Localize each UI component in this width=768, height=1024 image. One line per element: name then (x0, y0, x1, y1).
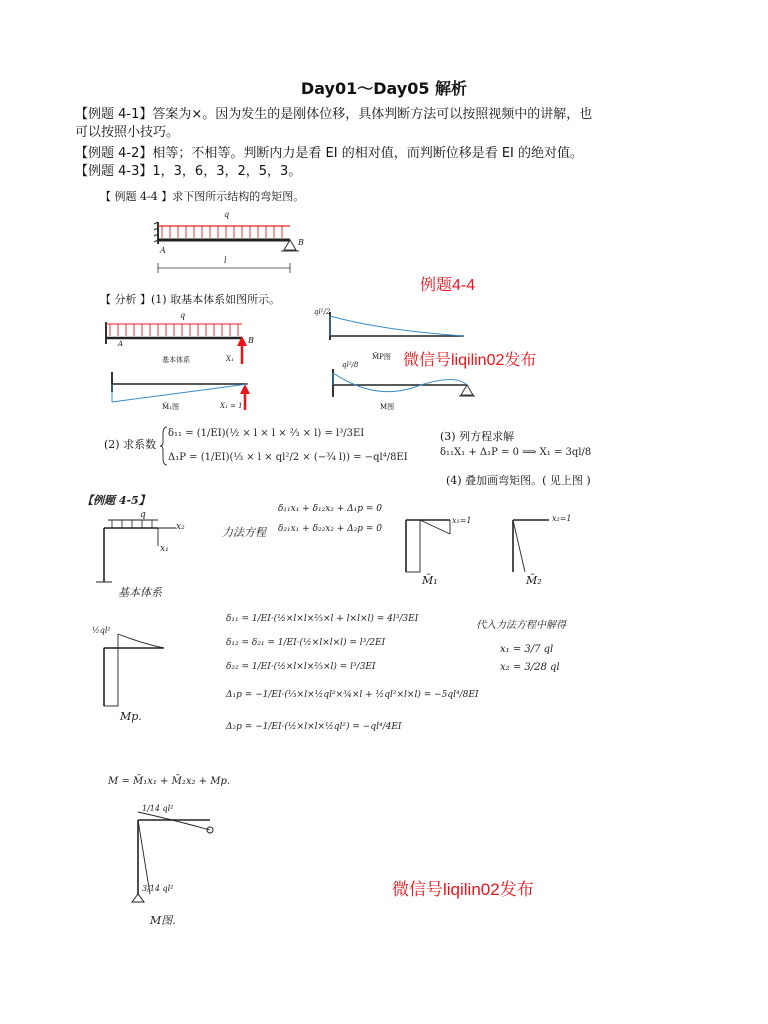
delta1p-equation: Δ₁P = (1/EI)(⅓ × l × ql²/2 × (−¾ l)) = −ql⁴/8EI (168, 452, 408, 463)
load-q-label: q (224, 210, 230, 219)
watermark-wechat-1: 微信号liqilin02发布 (403, 352, 537, 369)
final-m-bottom-value: 3/14 ql² (142, 884, 174, 893)
m2-bar-caption: M̄₂ (526, 574, 542, 587)
m1-x1eq1-label: X₁ = 1 (220, 402, 243, 410)
support-a-label: A (160, 246, 166, 255)
solution-x2: x₂ = 3/28 ql (500, 662, 560, 673)
answer-4-1-cont: 可以按照小技巧。 (75, 125, 180, 140)
example-4-5-heading: 【例题 4-5】 (82, 494, 150, 507)
m2-bar-x2eq1: x₂=1 (552, 514, 572, 523)
watermark-example-tag: 例题4-4 (420, 277, 476, 294)
m-caption: M图 (380, 403, 395, 411)
equation-brace (162, 426, 168, 466)
mp-bar-value: ½ql² (92, 626, 111, 635)
force-eq-1: δ₁₁x₁ + δ₁₂x₂ + Δ₁p = 0 (278, 504, 383, 514)
final-m-diagram (124, 808, 224, 908)
basic-x1-label: X₁ (226, 355, 234, 363)
coef-d2p: Δ₂p = −1/EI·(½×l×l×½ql²) = −ql⁴/4EI (226, 722, 402, 732)
page-title: Day01～Day05 解析 (300, 79, 468, 98)
step3-label: (3) 列方程求解 (440, 430, 515, 443)
m2-bar-diagram (505, 512, 595, 580)
answer-4-1 (75, 106, 592, 124)
support-b-label: B (298, 238, 304, 247)
basic-system-caption: 基本体系 (162, 356, 190, 364)
mp-value-label: ql²/2 (314, 308, 331, 316)
mp-caption: M̄P图 (372, 353, 391, 361)
step2-label: (2) 求系数 (104, 438, 157, 451)
m1-bar-x1eq1: x₁=1 (452, 516, 472, 525)
mp-diagram (310, 310, 470, 350)
m1-caption: M̄₁图 (162, 403, 179, 411)
delta11-equation: δ₁₁ = (1/EI)(½ × l × l × ⅔ × l) = l³/3EI (168, 428, 365, 439)
superposition-equation: M = M̄₁x₁ + M̄₂x₂ + Mp. (108, 776, 231, 787)
final-m-caption: M图. (150, 914, 176, 927)
m-value-label: ql²/8 (342, 361, 359, 369)
force-eq-2: δ₂₁x₁ + δ₂₂x₂ + Δ₂p = 0 (278, 524, 383, 534)
step3-equation: δ₁₁X₁ + Δ₁P = 0 ⟹ X₁ = 3ql/8 (440, 447, 592, 458)
mp-bar-caption: Mp. (120, 710, 142, 723)
basic-q-label: q (180, 311, 186, 320)
basic-a-label: A (118, 340, 124, 348)
answer-text: 相等；不相等。判断内力是看 EI 的相对值，而判断位移是看 EI 的绝对值。 (152, 146, 584, 161)
mp-bar-diagram (94, 630, 184, 710)
coef-d11: δ₁₁ = 1/EI·(½×l×l×⅔×l + l×l×l) = 4l³/3EI (226, 614, 419, 624)
watermark-wechat-2: 微信号liqilin02发布 (392, 880, 534, 899)
final-m-top-value: 1/14 ql² (142, 804, 174, 813)
step4-label: (4) 叠加画弯矩图。( 见上图 ) (446, 474, 591, 487)
analysis-line: 【 分析 】(1) 取基本体系如图所示。 (100, 293, 281, 306)
beam-diagram (150, 218, 320, 280)
answer-text: 答案为×。因为发生的是刚体位移，具体判断方法可以按照视频中的讲解，也 (152, 107, 593, 122)
m1-bar-caption: M̄₁ (422, 574, 438, 587)
answer-4-2 (75, 145, 583, 163)
x1-label-4-5: x₁ (160, 544, 169, 554)
force-method-label: 力法方程 (222, 526, 266, 539)
answer-text: 1，3，6，3，2，5，3。 (152, 164, 302, 179)
m-diagram (315, 365, 475, 409)
basic-system-4-5-caption: 基本体系 (118, 586, 162, 599)
answer-4-3 (75, 163, 301, 181)
answer-tag: 【例题 4-1】 (75, 107, 153, 122)
coef-d22: δ₂₂ = 1/EI·(½×l×l×⅔×l) = l³/3EI (226, 662, 376, 672)
answer-tag: 【例题 4-3】 (75, 164, 153, 179)
span-l-label: l (224, 256, 227, 265)
example-4-4-heading: 【 例题 4-4 】求下图所示结构的弯矩图。 (100, 190, 305, 203)
coef-d12: δ₁₂ = δ₂₁ = 1/EI·(½×l×l×l) = l³/2EI (226, 638, 386, 648)
x2-label-4-5: x₂ (176, 522, 185, 532)
solution-x1: x₁ = 3/7 ql (500, 644, 554, 655)
answer-tag: 【例题 4-2】 (75, 146, 153, 161)
coef-d1p: Δ₁p = −1/EI·(⅓×l×½ql²×¾×l + ½ql²×l×l) = −5ql⁴/8EI (226, 690, 479, 700)
basic-b-label: B (248, 336, 254, 345)
solve-label: 代入力法方程中解得 (476, 620, 566, 631)
q-label-4-5: q (140, 510, 146, 520)
